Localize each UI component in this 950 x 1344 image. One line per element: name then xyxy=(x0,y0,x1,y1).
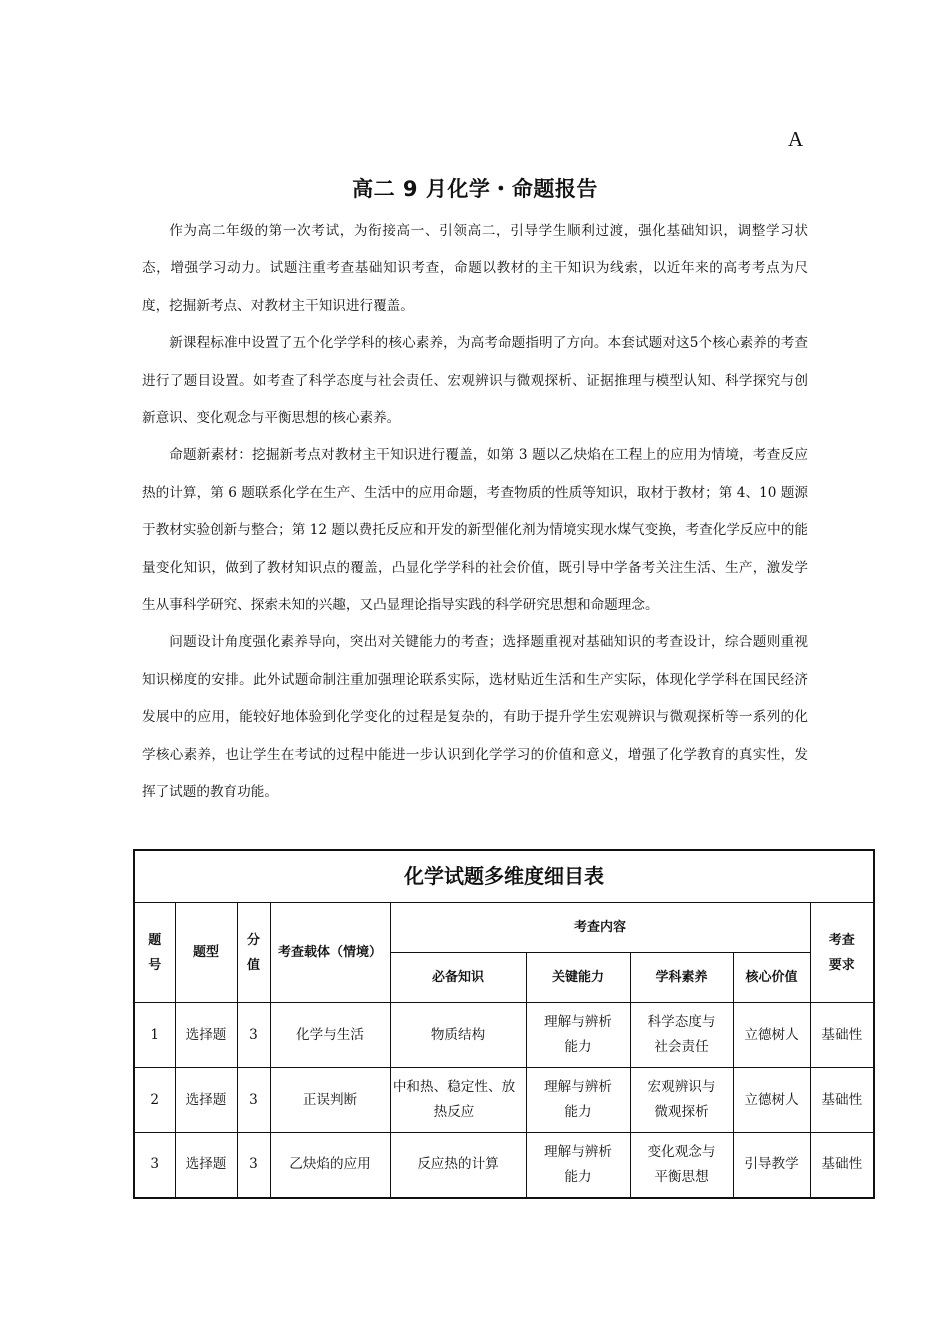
table-row xyxy=(134,1003,874,1068)
document-title: 高二 9 月化学・命题报告 xyxy=(352,177,598,201)
cell-value: 立德树人 xyxy=(733,1068,810,1133)
cell-carrier: 乙炔焰的应用 xyxy=(270,1133,390,1198)
cell-literacy: 宏观辨识与微观探析 xyxy=(630,1068,733,1133)
cell-knowledge: 物质结构 xyxy=(390,1003,526,1068)
header-ability: 关键能力 xyxy=(526,953,630,1003)
table-row xyxy=(134,1068,874,1133)
cell-knowledge: 中和热、稳定性、放热反应 xyxy=(390,1068,526,1133)
cell-literacy: 变化观念与平衡思想 xyxy=(630,1133,733,1198)
cell-type: 选择题 xyxy=(175,1133,237,1198)
specification-table xyxy=(133,849,875,1199)
header-question-number: 题号 xyxy=(134,903,175,1003)
header-content: 考查内容 xyxy=(390,903,810,953)
table-row xyxy=(134,1133,874,1198)
cell-type: 选择题 xyxy=(175,1003,237,1068)
header-score: 分值 xyxy=(237,903,270,1003)
cell-carrier: 化学与生活 xyxy=(270,1003,390,1068)
cell-number: 1 xyxy=(134,1003,175,1068)
table-title: 化学试题多维度细目表 xyxy=(134,850,874,903)
cell-ability: 理解与辨析能力 xyxy=(526,1133,630,1198)
cell-carrier: 正误判断 xyxy=(270,1068,390,1133)
cell-value: 引导教学 xyxy=(733,1133,810,1198)
paper-version-mark: A xyxy=(788,127,804,151)
paragraph: 作为高二年级的第一次考试，为衔接高一、引领高二，引导学生顺利过渡，强化基础知识，调整学习状态，增强学习动力。试题注重考查基础知识考查，命题以教材的主干知识为线索，以近年来的高考考点为尺度，挖掘新考点、对教材主干知识进行覆盖。 xyxy=(142,223,808,314)
cell-type: 选择题 xyxy=(175,1068,237,1133)
cell-requirement: 基础性 xyxy=(810,1003,874,1068)
cell-literacy: 科学态度与社会责任 xyxy=(630,1003,733,1068)
cell-requirement: 基础性 xyxy=(810,1133,874,1198)
header-literacy: 学科素养 xyxy=(630,953,733,1003)
paragraph: 命题新素材：挖掘新考点对教材主干知识进行覆盖，如第 3 题以乙炔焰在工程上的应用为情境，考查反应热的计算，第 6 题联系化学在生产、生活中的应用命题，考查物质的性质等知识，取材于教材；第 4、10 题源于教材实验创新与整合；第 12 题以费托反应和开发的新型催化剂为情境实现水煤气变换，考查化学反应中的能量变化知识，做到了教材知识点的覆盖，凸显化学学科的社会价值，既引导中学备考关注生活、生产，激发学生从事科学研究、探索未知的兴趣，又凸显理论指导实践的科学研究思想和命题理念。 xyxy=(142,447,808,614)
cell-score: 3 xyxy=(237,1068,270,1133)
cell-value: 立德树人 xyxy=(733,1003,810,1068)
paragraph: 问题设计角度强化素养导向，突出对关键能力的考查；选择题重视对基础知识的考查设计，综合题则重视知识梯度的安排。此外试题命制注重加强理论联系实际，选材贴近生活和生产实际，体现化学学科在国民经济发展中的应用，能较好地体验到化学变化的过程是复杂的，有助于提升学生宏观辨识与微观探析等一系列的化学核心素养，也让学生在考试的过程中能进一步认识到化学学习的价值和意义，增强了化学教育的真实性，发挥了试题的教育功能。 xyxy=(142,634,808,801)
header-carrier: 考查载体（情境） xyxy=(270,903,390,1003)
header-value: 核心价值 xyxy=(733,953,810,1003)
cell-number: 3 xyxy=(134,1133,175,1198)
cell-score: 3 xyxy=(237,1003,270,1068)
cell-score: 3 xyxy=(237,1133,270,1198)
paragraph: 新课程标准中设置了五个化学学科的核心素养，为高考命题指明了方向。本套试题对这5个核心素养的考查进行了题目设置。如考查了科学态度与社会责任、宏观辨识与微观探析、证据推理与模型认知、科学探究与创新意识、变化观念与平衡思想的核心素养。 xyxy=(142,335,808,427)
header-knowledge: 必备知识 xyxy=(390,953,526,1003)
report-body xyxy=(142,213,808,812)
cell-ability: 理解与辨析能力 xyxy=(526,1068,630,1133)
cell-number: 2 xyxy=(134,1068,175,1133)
cell-requirement: 基础性 xyxy=(810,1068,874,1133)
header-question-type: 题型 xyxy=(175,903,237,1003)
cell-knowledge: 反应热的计算 xyxy=(390,1133,526,1198)
header-requirement: 考查要求 xyxy=(810,903,874,1003)
cell-ability: 理解与辨析能力 xyxy=(526,1003,630,1068)
